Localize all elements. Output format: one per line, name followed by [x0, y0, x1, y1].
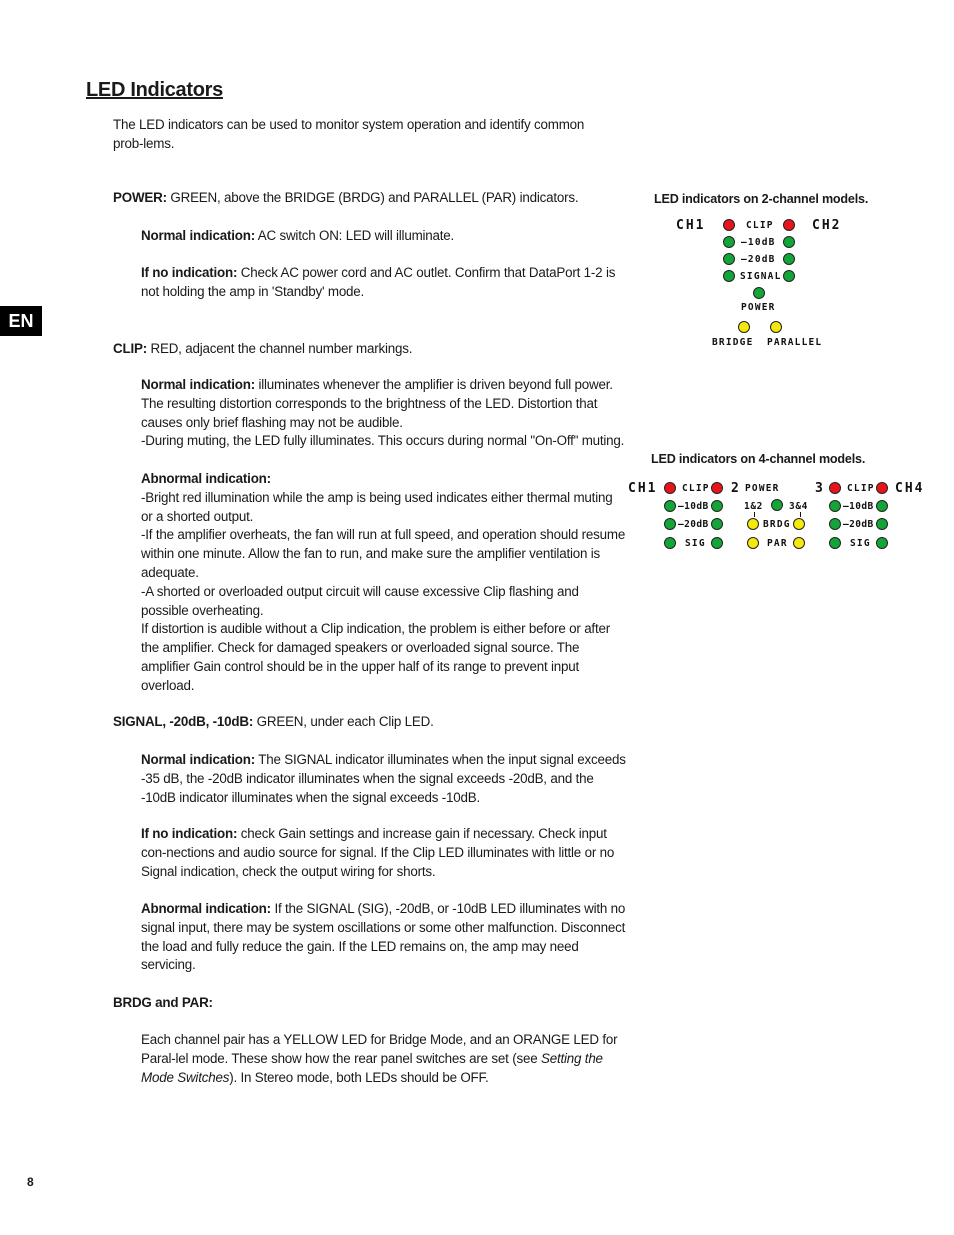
ch2-m10-led: [783, 236, 795, 248]
ch4-4ch-sig-led: [876, 537, 888, 549]
par-label: PAR: [767, 538, 788, 549]
brdg-34-led: [793, 518, 805, 530]
clip-abnormal-1: -Bright red illumination while the amp is being used indicates either thermal muting or a shorted output.: [141, 489, 613, 524]
clip-abnormal-4: If distortion is audible without a Clip indication, the problem is either before or after the amplifier. Check for damaged speakers or overloaded signal source. The amplifier Gain control should be in the upper half of its range to prevent input overload.: [141, 621, 610, 693]
signal-desc: GREEN, under each Clip LED.: [253, 714, 434, 729]
clip-normal: [141, 376, 626, 451]
sig-left-label: SIG: [685, 538, 706, 549]
par-12-led: [747, 537, 759, 549]
parallel-led: [770, 321, 782, 333]
power-no: [141, 264, 621, 302]
m20-right-label: –20dB: [843, 519, 874, 530]
brdg-text-em: Setting the Mode Switches: [141, 1050, 603, 1085]
power-4ch-label: POWER: [745, 483, 780, 494]
brdg-label: BRDG: [763, 519, 791, 530]
parallel-label: PARALLEL: [767, 337, 823, 348]
brdg-text-a: Each channel pair has a YELLOW LED for Bridge Mode, and an ORANGE LED for Paral-lel mode. These show how the rear panel switches are set (see: [141, 1032, 618, 1066]
signal-term: SIGNAL, -20dB, -10dB:: [113, 714, 254, 729]
ch1-clip-led: [723, 219, 735, 231]
ch2-4ch-m10-led: [711, 500, 723, 512]
clip-right-label: CLIP: [847, 483, 875, 494]
ch3-4ch-m20-led: [829, 518, 841, 530]
clip-heading: [113, 340, 623, 359]
m20-left-label: –20dB: [678, 519, 709, 530]
power-term: POWER:: [113, 190, 167, 205]
signal-no-text: check Gain settings and increase gain if necessary. Check input con-nections and audio source for signal. If the Clip LED illuminates with little or no Signal indication, check the output wiring for shorts.: [141, 826, 615, 879]
pair-12-label: 1&2: [744, 501, 763, 512]
signal-abnormal-text: If the SIGNAL (SIG), -20dB, or -10dB LED illuminates with no signal input, there may be system oscillations or some other malfunction. Disconnect the load and fully reduce the gain. If the LED remains on, the amp may need servicing.: [141, 901, 626, 973]
signal-normal-text: The SIGNAL indicator illuminates when the input signal exceeds -35 dB, the -20dB indicator illuminates when the signal exceeds -20dB, and the -10dB indicator illuminates when the signal exceeds -10dB.: [141, 752, 626, 805]
ch2-signal-led: [783, 270, 795, 282]
pair-12-tick: [754, 512, 755, 517]
diagram-2-caption: LED indicators on 2-channel models.: [654, 192, 869, 206]
m10-left-label: –10dB: [678, 501, 709, 512]
power-desc: GREEN, above the BRIDGE (BRDG) and PARALLEL (PAR) indicators.: [166, 190, 579, 205]
clip-label: CLIP: [746, 220, 774, 231]
ch1-4ch-clip-led: [664, 482, 676, 494]
ch1-label: CH1: [676, 218, 706, 233]
ch1-signal-led: [723, 270, 735, 282]
m20-label: –20dB: [741, 254, 776, 265]
brdg-term: BRDG and PAR:: [113, 995, 213, 1010]
bridge-led: [738, 321, 750, 333]
signal-normal-label: Normal indication:: [141, 752, 255, 767]
ch2-label: CH2: [812, 218, 842, 233]
power-normal: [141, 227, 621, 246]
ch2-m20-led: [783, 253, 795, 265]
clip-normal-text: illuminates whenever the amplifier is driven beyond full power. The resulting distortion corresponds to the brightness of the LED. Distortion that causes only brief flashing may not be audible.: [141, 377, 613, 430]
clip-abnormal-3: -A shorted or overloaded output circuit will cause excessive Clip flashing and possible overheating.: [141, 583, 579, 618]
ch1-4ch-label: CH1: [628, 481, 658, 496]
signal-heading: [113, 713, 623, 732]
brdg-text-b: ). In Stereo mode, both LEDs should be OFF.: [229, 1069, 489, 1085]
ch1-4ch-m10-led: [664, 500, 676, 512]
ch1-4ch-sig-led: [664, 537, 676, 549]
brdg-12-led: [747, 518, 759, 530]
power-normal-text: AC switch ON: LED will illuminate.: [254, 228, 455, 243]
ch2-4ch-clip-led: [711, 482, 723, 494]
sig-right-label: SIG: [850, 538, 871, 549]
ch3-4ch-clip-led: [829, 482, 841, 494]
signal-no-label: If no indication:: [141, 826, 238, 841]
ch3-4ch-sig-led: [829, 537, 841, 549]
signal-label: SIGNAL: [740, 271, 782, 282]
clip-normal-label: Normal indication:: [141, 377, 255, 392]
power-4ch-led: [771, 499, 783, 511]
clip-abnormal-label: Abnormal indication:: [141, 471, 271, 486]
ch2-4ch-m20-led: [711, 518, 723, 530]
diagram-4-caption: LED indicators on 4-channel models.: [651, 452, 866, 466]
ch1-4ch-m20-led: [664, 518, 676, 530]
signal-abnormal: [141, 900, 626, 975]
ch2-4ch-sig-led: [711, 537, 723, 549]
intro-paragraph: The LED indicators can be used to monitor system operation and identify common prob-lems.: [113, 117, 585, 151]
power-label: POWER: [741, 302, 776, 313]
ch3-4ch-m10-led: [829, 500, 841, 512]
ch2-4ch-label: 2: [731, 481, 741, 496]
page-title: LED Indicators: [86, 79, 223, 101]
power-heading: [113, 189, 623, 208]
bridge-label: BRIDGE: [712, 337, 754, 348]
ch4-4ch-label: CH4: [895, 481, 925, 496]
signal-normal: [141, 751, 626, 807]
ch4-4ch-m20-led: [876, 518, 888, 530]
ch1-m20-led: [723, 253, 735, 265]
signal-no: [141, 825, 626, 881]
power-normal-label: Normal indication:: [141, 228, 255, 243]
ch4-4ch-m10-led: [876, 500, 888, 512]
ch3-4ch-label: 3: [815, 481, 825, 496]
brdg-heading: [113, 994, 623, 1013]
clip-term: CLIP:: [113, 341, 147, 356]
m10-right-label: –10dB: [843, 501, 874, 512]
par-34-led: [793, 537, 805, 549]
clip-desc: RED, adjacent the channel number markings.: [146, 341, 413, 356]
clip-left-label: CLIP: [682, 483, 710, 494]
ch4-4ch-clip-led: [876, 482, 888, 494]
signal-abnormal-label: Abnormal indication:: [141, 901, 271, 916]
power-led: [753, 287, 765, 299]
ch2-clip-led: [783, 219, 795, 231]
clip-abnormal-2: -If the amplifier overheats, the fan will run at full speed, and operation should resume within one minute. Allow the fan to run, and make sure the amplifier ventilation is adequate.: [141, 527, 626, 580]
page-number: 8: [27, 1175, 34, 1189]
brdg-text: [141, 1031, 626, 1087]
pair-34-label: 3&4: [789, 501, 808, 512]
ch1-m10-led: [723, 236, 735, 248]
m10-label: –10dB: [741, 237, 776, 248]
language-tab: EN: [0, 306, 42, 336]
pair-34-tick: [800, 512, 801, 517]
clip-abnormal: [141, 470, 626, 696]
power-no-text: Check AC power cord and AC outlet. Confirm that DataPort 1-2 is not holding the amp in 'Standby' mode.: [141, 265, 616, 299]
power-no-label: If no indication:: [141, 265, 238, 280]
clip-normal-text2: -During muting, the LED fully illuminates. This occurs during normal "On-Off" muting.: [141, 433, 625, 449]
